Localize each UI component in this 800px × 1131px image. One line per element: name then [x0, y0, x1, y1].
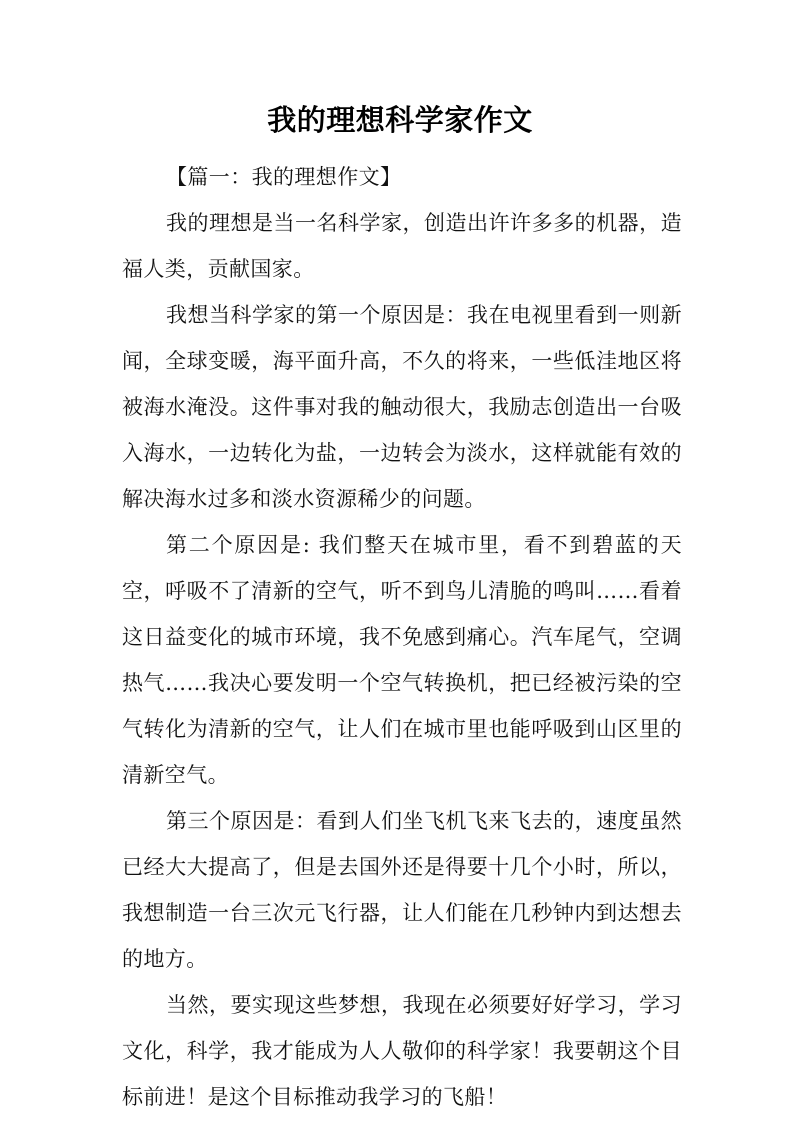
- paragraph: 我想当科学家的第一个原因是：我在电视里看到一则新闻，全球变暖，海平面升高，不久的将来，一些低洼地区将被海水淹没。这件事对我的触动很大，我励志创造出一台吸入海水，一边转化为盐，一边转会为淡水，这样就能有效的解决海水过多和淡水资源稀少的问题。: [122, 303, 682, 511]
- paragraph: 第三个原因是：看到人们坐飞机飞来飞去的，速度虽然已经大大提高了，但是去国外还是得要十几个小时，所以，我想制造一台三次元飞行器，让人们能在几秒钟内到达想去的地方。: [122, 809, 682, 971]
- paragraph: 当然，要实现这些梦想，我现在必须要好好学习，学习文化，科学，我才能成为人人敬仰的科学家！我要朝这个目标前进！是这个目标推动我学习的飞船！: [122, 993, 682, 1109]
- document-title: 我的理想科学家作文: [267, 103, 533, 137]
- section-heading: 【篇一：我的理想作文】: [166, 165, 402, 189]
- document-body: [122, 154, 682, 1120]
- paragraph: 我的理想是当一名科学家，创造出许许多多的机器，造福人类，贡献国家。: [122, 211, 682, 281]
- paragraph: 第二个原因是: 我们整天在城市里，看不到碧蓝的天空，呼吸不了清新的空气，听不到鸟儿清脆的鸣叫……看着这日益变化的城市环境，我不免感到痛心。汽车尾气，空调热气……我决心要发明一个空气转换机，把已经被污染的空气转化为清新的空气，让人们在城市里也能呼吸到山区里的清新空气。: [122, 533, 682, 787]
